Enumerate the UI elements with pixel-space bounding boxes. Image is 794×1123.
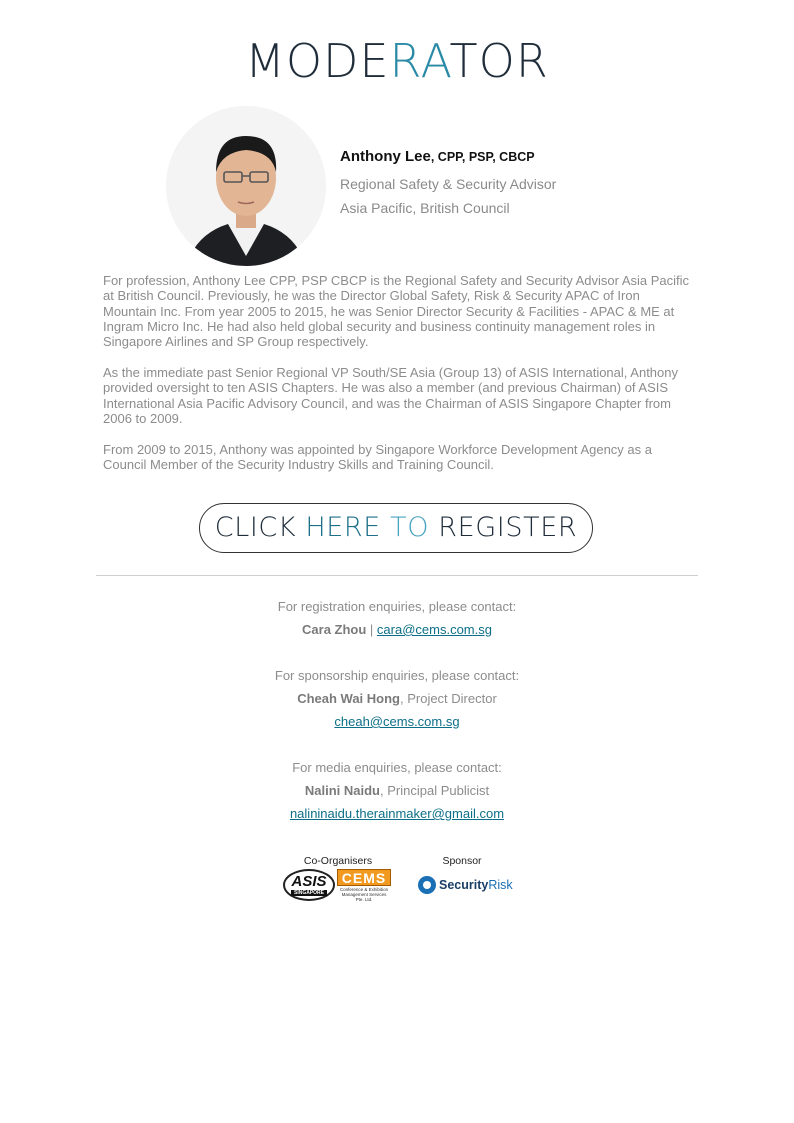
media-name: Nalini Naidu [304, 783, 380, 798]
register-button[interactable] [199, 503, 593, 553]
register-word-to: TO [390, 512, 439, 543]
media-role: , Principal Publicist [380, 783, 490, 798]
media-email-link[interactable]: nalininaidu.therainmaker@gmail.com [289, 806, 505, 821]
speaker-name: Anthony Lee [340, 148, 431, 165]
bio-paragraph-3: From 2009 to 2015, Anthony was appointed by Singapore Workforce Development Agency as a Council Member of the Security Industry Skills and Training Council. [103, 442, 652, 473]
speaker-name-line [340, 148, 535, 165]
sponsorship-role: , Project Director [399, 691, 497, 706]
registration-separator: | [366, 622, 377, 637]
sponsorship-email-row [0, 714, 794, 730]
asis-logo-sub: SINGAPORE [291, 890, 327, 896]
bio-paragraph-1: For profession, Anthony Lee CPP, PSP CBCP is the Regional Safety and Security Advisor Asia Pacific at British Council. Previously, he was the Director Global Safety, Risk & Security APAC of Iron Mountain Inc. From year 2005 to 2015, he was Senior Director Security & Facilities - APAC & ME at Ingram Micro Inc. He had also held global security and business continuity management roles in Singapore Airlines and SP Group respectively. [103, 273, 690, 350]
sponsorship-intro: For sponsorship enquiries, please contact: [274, 668, 520, 683]
sponsorship-contact [0, 691, 794, 707]
securityrisk-word-risk: Risk [488, 878, 513, 892]
register-word-here: HERE [305, 512, 391, 543]
speaker-title: Regional Safety & Security Advisor [340, 176, 557, 192]
registration-name: Cara Zhou [302, 622, 367, 637]
page-heading [0, 36, 794, 86]
heading-part-2: RA [389, 34, 450, 88]
register-word-click: CLICK [214, 512, 306, 543]
heading-part-1: MODE [245, 34, 390, 88]
securityrisk-logo [439, 876, 513, 894]
media-email-row [0, 806, 794, 822]
heading-part-3: TOR [449, 34, 549, 88]
registration-contact [0, 622, 794, 638]
divider [96, 575, 698, 576]
media-contact [0, 783, 794, 799]
asis-logo [283, 869, 335, 901]
securityrisk-logo-icon [418, 876, 436, 894]
cems-logo-word: CEMS [337, 869, 391, 886]
cems-logo [337, 869, 391, 902]
registration-intro: For registration enquiries, please contact: [277, 599, 517, 614]
sponsorship-name: Cheah Wai Hong [297, 691, 400, 706]
registration-email-link[interactable]: cara@cems.com.sg [376, 622, 492, 637]
sponsorship-email-link[interactable]: cheah@cems.com.sg [334, 714, 460, 729]
co-organisers-label: Co-Organisers [303, 855, 373, 867]
cems-logo-sub: Conference & Exhibition Management Services Pte. Ltd. [339, 887, 389, 902]
media-intro: For media enquiries, please contact: [292, 760, 502, 775]
asis-logo-word: ASIS [291, 873, 327, 890]
register-word-register: REGISTER [438, 512, 578, 543]
speaker-credentials: , CPP, PSP, CBCP [430, 150, 535, 164]
speaker-organization: Asia Pacific, British Council [340, 200, 510, 216]
speaker-photo [166, 106, 326, 266]
bio-paragraph-2: As the immediate past Senior Regional VP South/SE Asia (Group 13) of ASIS International, Anthony provided oversight to ten ASIS Chapters. He was also a member (and previous Chairman) of ASIS International Asia Pacific Advisory Council, and was the Chairman of ASIS Singapore Chapter from 2006 to 2009. [103, 365, 678, 426]
securityrisk-word-security: Security [439, 878, 489, 892]
sponsor-label: Sponsor [442, 855, 482, 867]
